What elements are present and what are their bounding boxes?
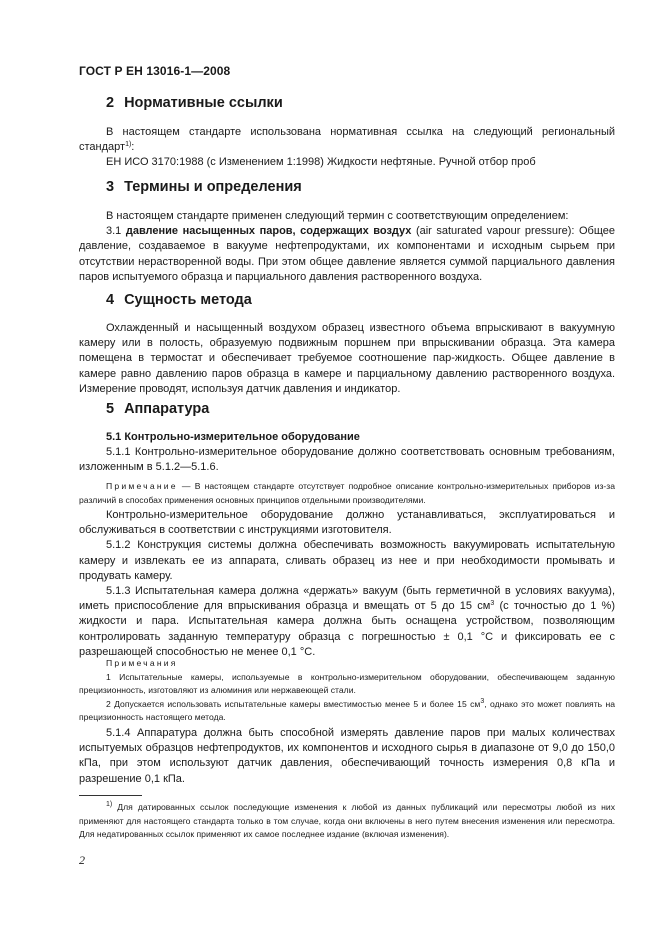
paragraph: В настоящем стандарте применен следующий термин с соответствующим определением:	[106, 210, 569, 222]
paragraph: 5.1.1 Контрольно-измерительное оборудование должно соответствовать основным требованиям, изложенным в 5.1.2—5.1.6.	[79, 446, 615, 474]
footnote-divider	[79, 795, 142, 796]
section-title: Термины и определения	[124, 179, 302, 195]
section-3-body	[79, 209, 615, 285]
page-number: 2	[79, 853, 85, 867]
reference-entry: ЕН ИСО 3170:1988 (с Изменением 1:1998) Жидкости нефтяные. Ручной отбор проб	[106, 156, 536, 169]
paragraph: В настоящем стандарте использована нормативная ссылка на следующий региональный стандарт$^{1)}$:	[79, 126, 615, 154]
notes-block	[79, 657, 615, 725]
note-item: 1 Испытательные камеры, используемые в контрольно-измерительном оборудовании, обеспечивающем заданную прецизионность, изготовляют из алюминия или нержавеющей стали.	[79, 671, 615, 695]
note-1: Примечание — В настоящем стандарте отсутствует подробное описание контрольно-измерительных приборов из-за различий в способах применения основных принципов отдельными производителями.	[79, 481, 615, 505]
section-5-1-body	[79, 430, 615, 476]
subsection-title: 5.1 Контрольно-измерительное оборудование	[106, 431, 360, 443]
section-number: 3	[106, 179, 115, 195]
notes-label: Примечания	[106, 658, 178, 668]
section-4-body	[79, 321, 615, 397]
section-2-heading	[106, 95, 283, 111]
footnote-ref: 1)	[125, 141, 132, 149]
paragraph: Контрольно-измерительное оборудование должно устанавливаться, эксплуатироваться и обслуживаться в соответствии с инструкциями изготовителя.	[79, 509, 615, 537]
paragraph: 5.1.4 Аппаратура должна быть способной измерять давление паров при малых количествах испытуемых образцов нефтепродуктов, их компонентов и исходного сырья в диапазоне от 9,0 до 150,0 кПа, при этом используют датчик давления, обеспечивающий точность измерения 0,8 кПа и разрешение 0,1 кПа.	[79, 727, 615, 785]
section-5-heading	[106, 401, 209, 417]
section-5-1-body-2	[79, 508, 615, 660]
section-title: Нормативные ссылки	[124, 95, 283, 111]
paragraph: Охлажденный и насыщенный воздухом образец известного объема впрыскивают в вакуумную камеру или в полость, образуемую подвижным поршнем при впрыскивании образца. Эта камера помещена в термостат и обеспечивает требуемое соотношение пар-жидкость. Общее давление в камере равно давлению паров образца в камере и парциальному давлению растворенного воздуха. Измерение проводят, используя датчик давления и индикатор.	[79, 322, 615, 395]
section-2-body	[79, 125, 615, 171]
section-title: Аппаратура	[124, 401, 210, 417]
section-4-heading	[106, 292, 252, 308]
note-item: 2 Допускается использовать испытательные камеры вместимостью менее 5 и более 15 $см^3$, однако это может повлиять на прецизионность настоящего метода.	[79, 697, 615, 722]
section-title: Сущность метода	[124, 292, 252, 308]
section-number: 5	[106, 401, 115, 417]
document-header: ГОСТ Р ЕН 13016-1—2008	[79, 64, 231, 78]
section-5-1-4	[79, 726, 615, 787]
section-number: 4	[106, 292, 115, 308]
term-definition: 3.1 давление насыщенных паров, содержащих воздух (air saturated vapour pressure): Общее давление, создаваемое в вакууме нефтепродуктами, их компонентами и исходным сырьем при отсутствии нерастворенной воды. При этом общее давление является суммой парциального давления паров испытуемого образца и парциального давления растворенного воздуха.	[79, 225, 616, 283]
footnote: $^{1)}$ Для датированных ссылок последующие изменения к любой из данных публикаций или пересмотры любой из них применяют для настоящего стандарта только в том случае, когда они включены в него путем внесения изменения или пересмотра. Для недатированных ссылок применяют их самое последнее издание (включая изменения).	[79, 801, 615, 839]
footnote-mark: 1)	[106, 801, 113, 808]
term: давление насыщенных паров, содержащих воздух	[125, 225, 412, 238]
paragraph: 5.1.3 Испытательная камера должна «держать» вакуум (быть герметичной в условиях вакуума), иметь приспособление для впрыскивания образца и вмещать от 5 до 15 $см^3$ (с точностью до 1 %) жидкости и пара. Испытательная камера должна быть оснащена устройством, позволяющим контролировать заданную температуру образца с погрешностью ± 0,1 °С и фиксировать ее с разрешающей способностью не менее 0,1 °С.	[79, 585, 615, 658]
note-label: Примечание	[106, 481, 178, 491]
section-3-heading	[106, 179, 302, 195]
section-number: 2	[106, 95, 115, 111]
paragraph: 5.1.2 Конструкция системы должна обеспечивать возможность вакуумировать испытательную камеру и извлекать ее из аппарата, сливать образец из нее и при необходимости промывать и продувать камеру.	[79, 539, 615, 582]
